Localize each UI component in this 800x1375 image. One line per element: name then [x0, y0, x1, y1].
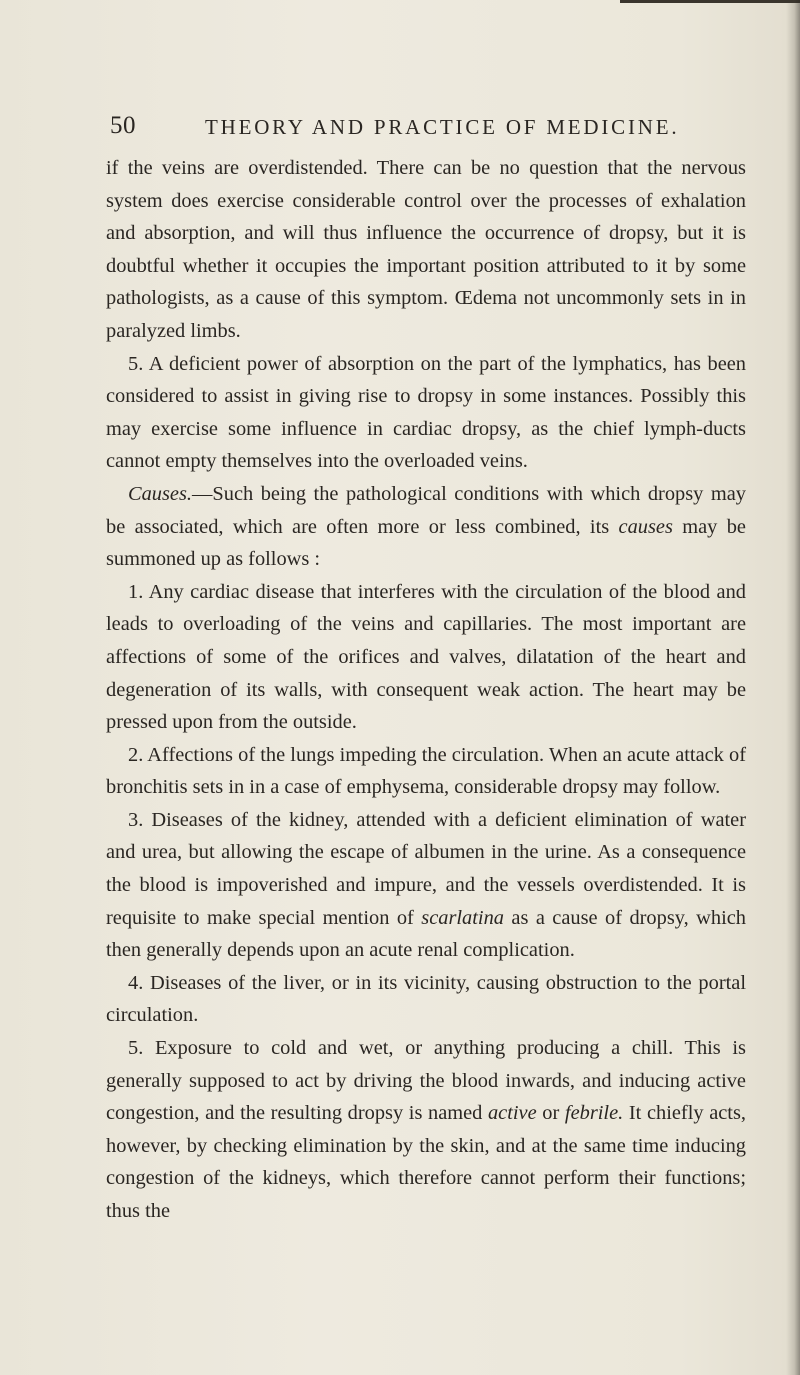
paragraph-text: It chiefly acts, however, by checking elimination by the skin, and at the same time inducing congestion of the kidneys, which therefore cannot perform their functions; thus the	[106, 1102, 746, 1222]
paragraph-text: may be summoned up as follows :	[106, 515, 746, 571]
paragraph-text: 4. Diseases of the liver, or in its vicinity, causing obstruction to the portal circulation.	[106, 971, 746, 1027]
italic-term: causes	[618, 515, 673, 538]
paragraph-text: as a cause of dropsy, which then generally depends upon an acute renal complication.	[106, 906, 746, 962]
paragraph-cause-cold	[106, 1032, 746, 1228]
paragraph-absorption	[106, 348, 746, 478]
page-top-rule	[620, 0, 800, 3]
paragraph-text: 3. Diseases of the kidney, attended with a deficient elimination of water and urea, but allowing the escape of albumen in the urine. As a consequence the blood is impoverished and impure, and the vessels overdistended. It is requisite to make special mention of	[106, 808, 746, 929]
paragraph-text: 1. Any cardiac disease that interferes with the circulation of the blood and leads to overloading of the veins and capillaries. The most important are affections of some of the orifices and valves, dilatation of the heart and degeneration of its walls, with consequent weak action. The heart may be pressed upon from the outside.	[106, 580, 746, 734]
running-head: THEORY AND PRACTICE OF MEDICINE.	[205, 115, 680, 139]
paragraph-cause-liver	[106, 967, 746, 1032]
paragraph-text: or	[536, 1102, 565, 1125]
paragraph-cause-cardiac	[106, 576, 746, 739]
paragraph-cause-kidney	[106, 804, 746, 967]
paragraph-text: 2. Affections of the lungs impeding the circulation. When an acute attack of bronchitis sets in in a case of emphysema, considerable dropsy may follow.	[106, 743, 746, 799]
paragraph-causes	[106, 478, 746, 576]
section-heading-causes: Causes.	[128, 482, 193, 505]
italic-term: febrile.	[564, 1102, 624, 1125]
paragraph-text: —Such being the pathological conditions with which dropsy may be associated, which are often more or less combined, its	[106, 482, 746, 538]
paragraph-text: 5. A deficient power of absorption on the part of the lymphatics, has been considered to assist in giving rise to dropsy in some instances. Possibly this may exercise some influence in cardiac dropsy, as the chief lymph-ducts cannot empty themselves into the overloaded veins.	[106, 352, 746, 473]
body-text	[106, 152, 746, 1228]
paragraph-cause-lungs	[106, 739, 746, 804]
paragraph-text: 5. Exposure to cold and wet, or anything producing a chill. This is generally supposed to act by driving the blood inwards, and inducing active congestion, and the resulting dropsy is named	[106, 1037, 746, 1125]
italic-term: scarlatina	[421, 906, 504, 929]
page-edge-shadow	[786, 0, 800, 1375]
italic-term: active	[487, 1102, 537, 1125]
page-header	[110, 112, 750, 148]
paragraph-text: if the veins are overdistended. There can be no question that the nervous system does exercise considerable control over the processes of exhalation and absorption, and will thus influence the occurrence of dropsy, but it is doubtful whether it occupies the important position attributed to it by some pathologists, as a cause of this symptom. Œdema not uncommonly sets in in paralyzed limbs.	[106, 157, 746, 342]
page-number: 50	[110, 112, 136, 139]
paragraph-intro	[106, 152, 746, 348]
